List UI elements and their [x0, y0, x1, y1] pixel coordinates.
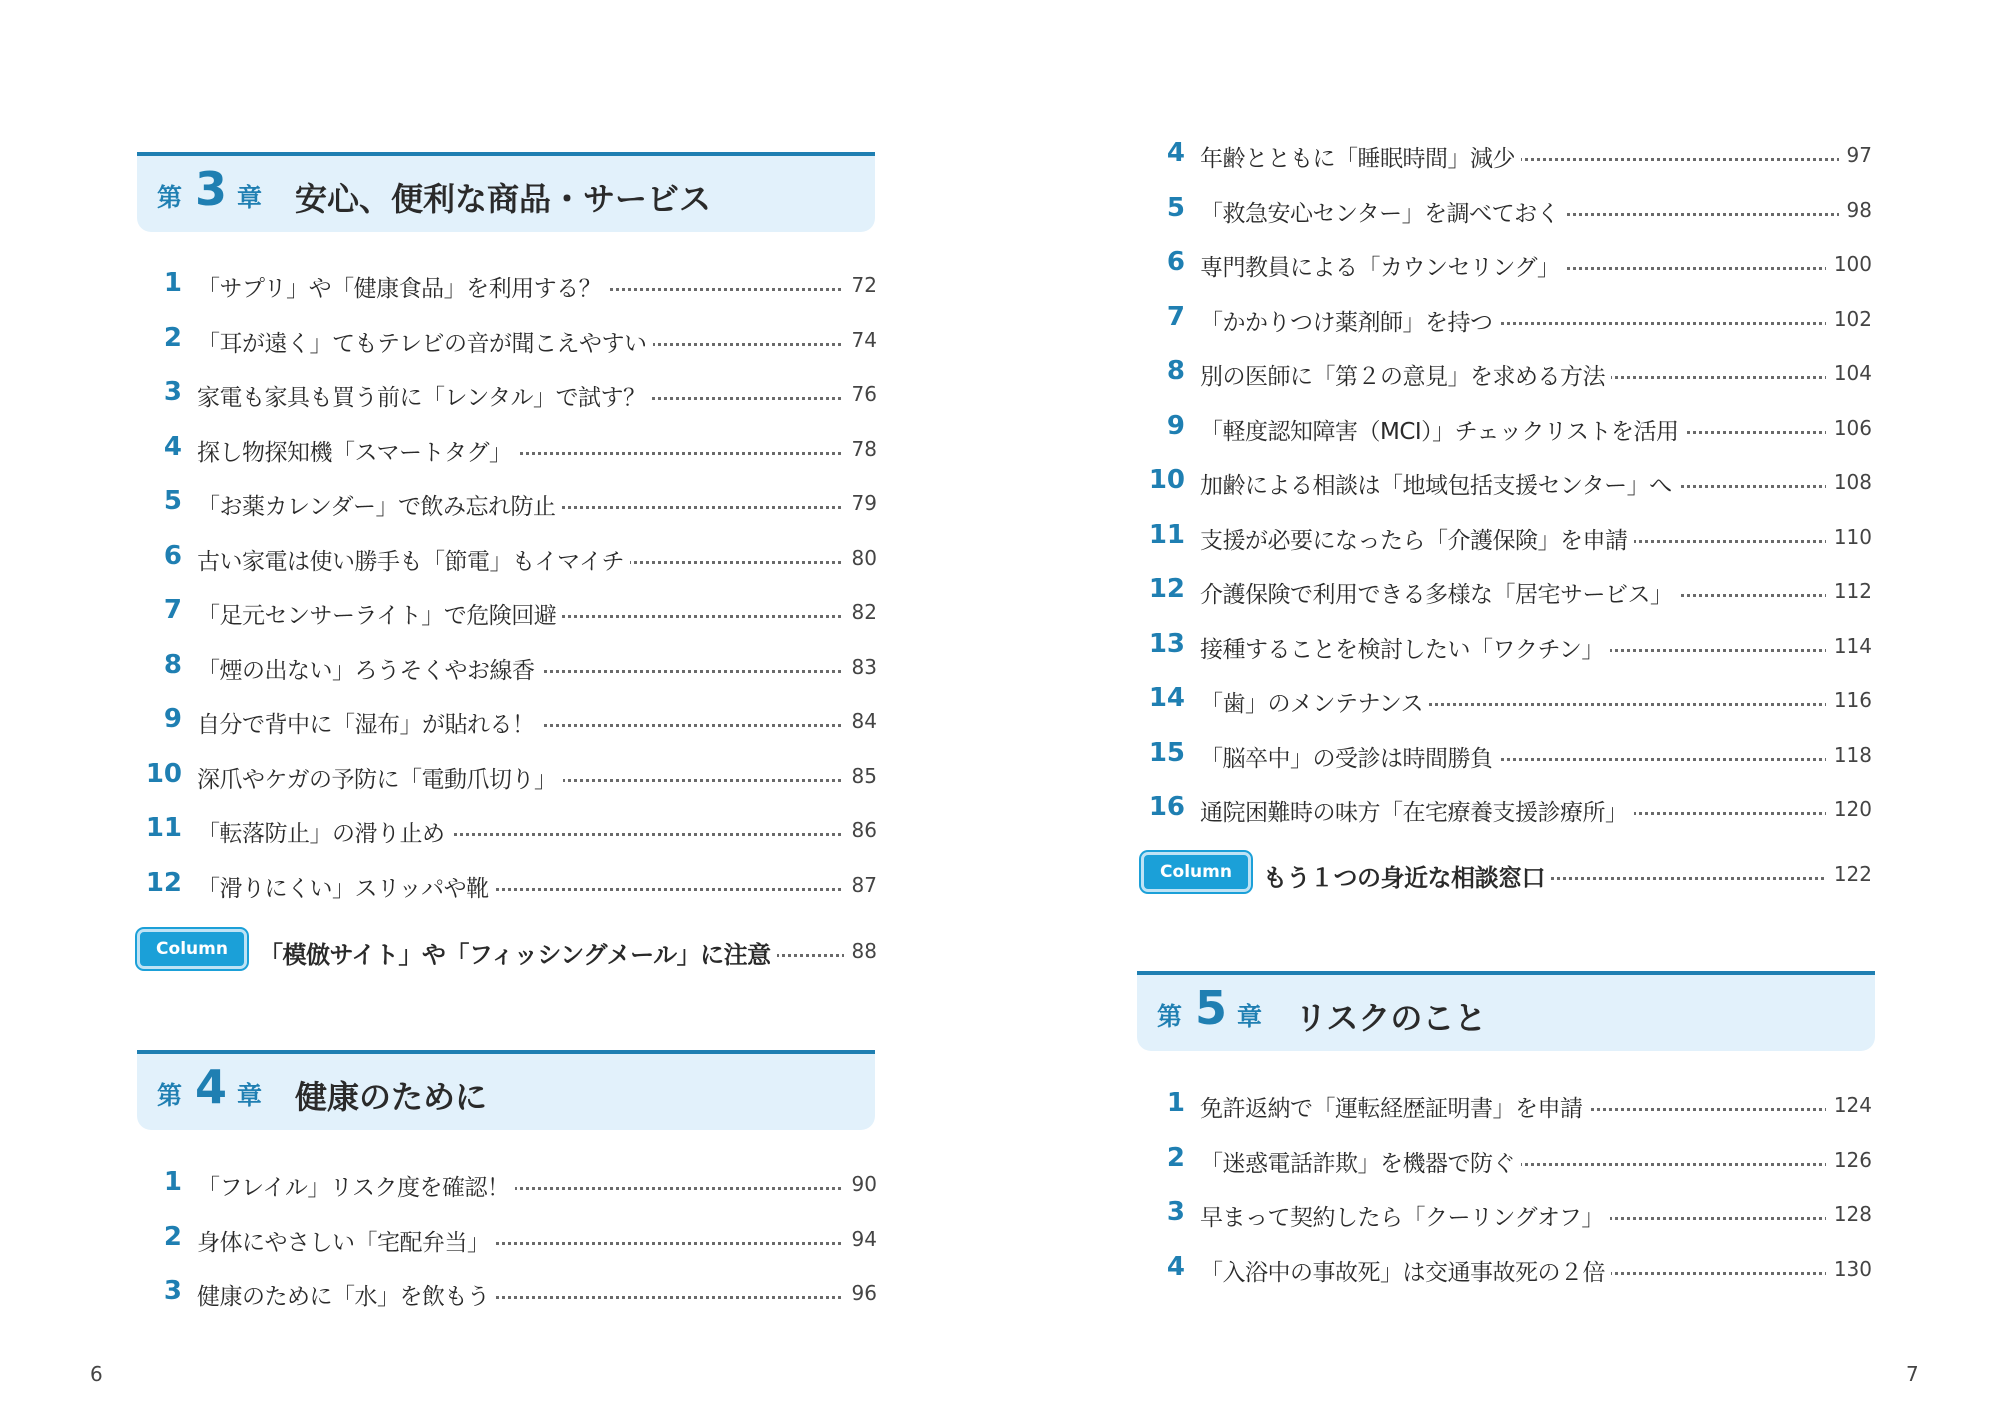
page-number: 6 [90, 1362, 103, 1386]
entry-number: 4 [163, 431, 182, 462]
entry-title: 深爪やケガの予防に「電動爪切り」 [197, 761, 563, 794]
chapter-title: 健康のために [295, 1078, 488, 1116]
entry-page: 100 [1826, 252, 1872, 276]
entry-number: 10 [145, 758, 182, 789]
entry-title: 年齢とともに「睡眠時間」減少 [1200, 140, 1521, 173]
entry-page: 130 [1826, 1257, 1872, 1281]
entry-number: 12 [1148, 574, 1185, 604]
toc-entry[interactable] [163, 1164, 877, 1204]
column-title: もう１つの身近な相談窓口 [1263, 858, 1551, 893]
entry-number: 11 [145, 813, 182, 843]
chapter-title: リスクのこと [1295, 999, 1487, 1037]
entry-number: 2 [163, 1221, 182, 1252]
entry-page: 90 [844, 1172, 877, 1196]
chapter-prefix: 第 [157, 1081, 183, 1110]
entry-page: 94 [844, 1227, 877, 1251]
entry-number: 4 [1166, 1251, 1185, 1282]
page-number: 7 [1906, 1362, 1919, 1386]
toc-entry[interactable] [1166, 190, 1872, 230]
entry-title: 「足元センサーライト」で危険回避 [197, 597, 562, 630]
entry-page: 72 [844, 273, 877, 297]
entry-number: 13 [1148, 628, 1185, 659]
entry-number: 6 [1166, 247, 1185, 277]
entry-number: 1 [163, 268, 182, 298]
column-page: 88 [844, 939, 877, 963]
entry-page: 82 [844, 600, 877, 624]
toc-entry[interactable] [1148, 517, 1872, 557]
entry-title: 「脳卒中」の受診は時間勝負 [1200, 740, 1499, 773]
toc-entry[interactable] [1148, 462, 1872, 502]
entry-title: 「煙の出ない」ろうそくやお線香 [197, 652, 541, 685]
entry-page: 126 [1826, 1148, 1872, 1172]
entry-number: 3 [1166, 1197, 1185, 1227]
entry-number: 11 [1148, 519, 1185, 550]
entry-page: 74 [844, 328, 877, 352]
entry-title: 「かかりつけ薬剤師」を持つ [1200, 304, 1499, 337]
entry-number: 1 [1166, 1088, 1185, 1118]
entry-number: 7 [1166, 301, 1185, 332]
entry-title: 身体にやさしい「宅配弁当」 [197, 1224, 496, 1257]
toc-entry[interactable] [1148, 680, 1872, 720]
toc-entry[interactable] [1166, 244, 1872, 284]
entry-title: 「歯」のメンテナンス [1200, 685, 1429, 718]
chapter-suffix: 章 [1237, 1002, 1263, 1031]
entry-title: 「サプリ」や「健康食品」を利用する？ [197, 270, 607, 303]
entry-number: 7 [163, 595, 182, 625]
entry-page: 97 [1839, 143, 1872, 167]
chapter-number: 5 [1195, 981, 1228, 1035]
toc-entry[interactable] [163, 1273, 877, 1313]
entry-page: 124 [1826, 1093, 1872, 1117]
entry-title: 免許返納で「運転経歴証明書」を申請 [1200, 1090, 1589, 1123]
toc-entry[interactable] [163, 1219, 877, 1259]
toc-entry[interactable] [163, 701, 877, 741]
toc-entry[interactable] [145, 810, 877, 850]
entry-title: 介護保険で利用できる多様な「居宅サービス」 [1200, 576, 1679, 609]
toc-entry[interactable] [1166, 299, 1872, 339]
entry-title: 専門教員による「カウンセリング」 [1200, 249, 1566, 282]
entry-page: 114 [1826, 634, 1872, 658]
entry-title: 「お薬カレンダー」で飲み忘れ防止 [197, 488, 562, 521]
entry-page: 112 [1826, 579, 1872, 603]
column-badge: Column [137, 929, 247, 969]
entry-page: 76 [844, 382, 877, 406]
column-entry[interactable] [1141, 852, 1872, 896]
entry-title: 「軽度認知障害（MCI）」チェックリストを活用 [1200, 413, 1685, 446]
entry-page: 79 [844, 491, 877, 515]
chapter-5-header [1137, 971, 1875, 1051]
entry-title: 自分で背中に「湿布」が貼れる！ [197, 706, 541, 739]
entry-page: 108 [1826, 470, 1872, 494]
toc-entry[interactable] [1148, 626, 1872, 666]
entry-page: 120 [1826, 797, 1872, 821]
entry-page: 128 [1826, 1202, 1872, 1226]
entry-title: 「迷惑電話詐欺」を機器で防ぐ [1200, 1145, 1521, 1178]
entry-title: 別の医師に「第２の意見」を求める方法 [1200, 358, 1611, 391]
entry-number: 3 [163, 1276, 182, 1306]
toc-entry[interactable] [1166, 1085, 1872, 1125]
entry-title: 古い家電は使い勝手も「節電」もイマイチ [197, 543, 630, 576]
entry-number: 8 [1166, 356, 1185, 386]
chapter-3-header [137, 152, 875, 232]
entry-page: 110 [1826, 525, 1872, 549]
toc-entry[interactable] [163, 647, 877, 687]
right-page [1000, 0, 2000, 1421]
entry-page: 78 [844, 437, 877, 461]
toc-entry[interactable] [1166, 1249, 1872, 1289]
entry-number: 5 [1166, 192, 1185, 223]
entry-number: 2 [163, 322, 182, 353]
column-title: 「模倣サイト」や「フィッシングメール」に注意 [259, 935, 777, 970]
chapter-suffix: 章 [237, 1081, 263, 1110]
chapter-title: 安心、便利な商品・サービス [295, 180, 712, 218]
chapter-prefix: 第 [1157, 1002, 1183, 1031]
toc-entry[interactable] [1166, 353, 1872, 393]
toc-entry[interactable] [1166, 1194, 1872, 1234]
entry-title: 「滑りにくい」スリッパや靴 [197, 870, 495, 903]
chapter-suffix: 章 [237, 183, 263, 212]
entry-page: 87 [844, 873, 877, 897]
toc-entry[interactable] [163, 538, 877, 578]
toc-entry[interactable] [163, 429, 877, 469]
entry-number: 5 [163, 486, 182, 516]
toc-entry[interactable] [163, 265, 877, 305]
chapter-prefix: 第 [157, 183, 183, 212]
chapter-number: 3 [195, 162, 228, 216]
entry-page: 116 [1826, 688, 1872, 712]
toc-entry[interactable] [145, 865, 877, 905]
entry-title: 健康のために「水」を飲もう [197, 1278, 496, 1311]
entry-page: 84 [844, 709, 877, 733]
entry-page: 102 [1826, 307, 1872, 331]
toc-entry[interactable] [163, 320, 877, 360]
entry-title: 早まって契約したら「クーリングオフ」 [1200, 1199, 1610, 1232]
entry-page: 106 [1826, 416, 1872, 440]
entry-number: 15 [1148, 737, 1185, 768]
entry-number: 9 [1166, 410, 1185, 441]
entry-page: 83 [844, 655, 877, 679]
entry-page: 96 [844, 1281, 877, 1305]
toc-entry[interactable] [1148, 571, 1872, 611]
entry-title: 「フレイル」リスク度を確認！ [197, 1169, 515, 1202]
column-badge: Column [1141, 852, 1251, 892]
entry-title: 支援が必要になったら「介護保険」を申請 [1200, 522, 1634, 555]
entry-number: 4 [1166, 138, 1185, 168]
entry-title: 接種することを検討したい「ワクチン」 [1200, 631, 1610, 664]
entry-title: 加齢による相談は「地域包括支援センター」へ [1200, 467, 1678, 500]
toc-entry[interactable] [163, 374, 877, 414]
entry-page: 80 [844, 546, 877, 570]
toc-entry[interactable] [1148, 789, 1872, 829]
entry-number: 16 [1148, 792, 1185, 822]
entry-title: 通院困難時の味方「在宅療養支援診療所」 [1200, 794, 1634, 827]
entry-number: 8 [163, 649, 182, 680]
chapter-4-header [137, 1050, 875, 1130]
entry-number: 6 [163, 540, 182, 571]
entry-number: 12 [145, 867, 182, 898]
entry-title: 「救急安心センター」を調べておく [1200, 195, 1565, 228]
entry-page: 85 [844, 764, 877, 788]
entry-number: 2 [1166, 1142, 1185, 1173]
entry-number: 9 [163, 704, 182, 734]
entry-page: 98 [1839, 198, 1872, 222]
column-entry[interactable] [137, 929, 877, 973]
entry-title: 「耳が遠く」てもテレビの音が聞こえやすい [197, 325, 653, 358]
toc-entry[interactable] [145, 756, 877, 796]
entry-number: 3 [163, 377, 182, 407]
toc-entry[interactable] [1148, 735, 1872, 775]
column-page: 122 [1826, 862, 1872, 886]
entry-page: 118 [1826, 743, 1872, 767]
toc-entry[interactable] [1166, 135, 1872, 175]
chapter-number: 4 [195, 1060, 228, 1114]
entry-number: 1 [163, 1167, 182, 1197]
toc-entry[interactable] [163, 483, 877, 523]
entry-title: 探し物探知機「スマートタグ」 [197, 434, 518, 467]
entry-page: 86 [844, 818, 877, 842]
entry-number: 14 [1148, 683, 1185, 713]
entry-number: 10 [1148, 465, 1185, 495]
entry-title: 「転落防止」の滑り止め [197, 815, 451, 848]
toc-entry[interactable] [163, 592, 877, 632]
entry-title: 家電も家具も買う前に「レンタル」で試す？ [197, 379, 652, 412]
toc-entry[interactable] [1166, 408, 1872, 448]
toc-entry[interactable] [1166, 1140, 1872, 1180]
entry-title: 「入浴中の事故死」は交通事故死の２倍 [1200, 1254, 1611, 1287]
entry-page: 104 [1826, 361, 1872, 385]
